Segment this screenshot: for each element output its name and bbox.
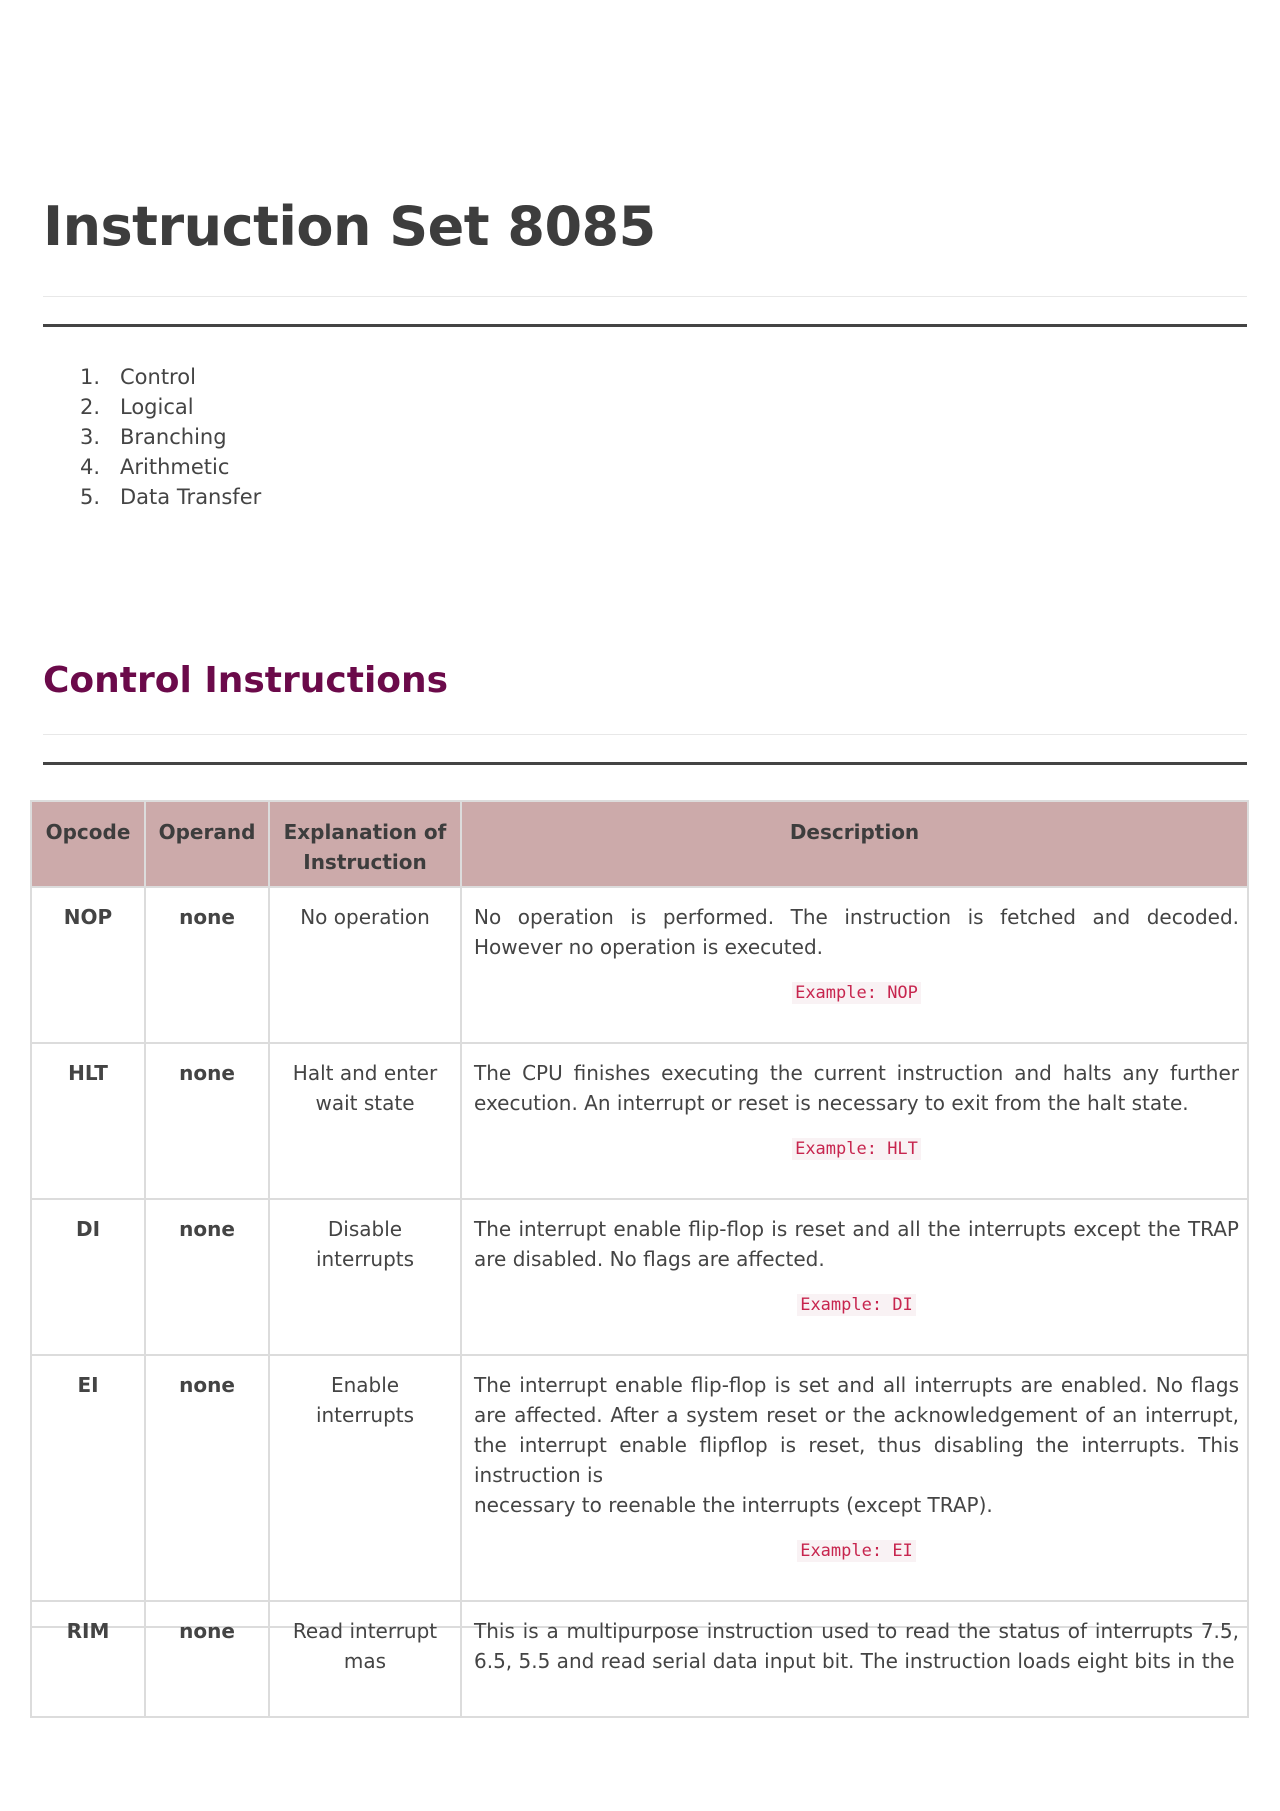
description-text: The CPU finishes executing the current instruction and halts any further execution. An interrupt or reset is necessary to exit from the halt state. <box>474 1061 1239 1115</box>
operand-cell: none <box>145 1043 269 1199</box>
header-operand: Operand <box>145 801 269 887</box>
example-line <box>474 980 1239 1004</box>
toc-item-number: 5. <box>80 485 101 509</box>
operand-cell: none <box>145 887 269 1043</box>
example-line <box>474 1292 1239 1316</box>
instruction-table <box>30 800 1249 1718</box>
example-code: Example: DI <box>797 1294 916 1316</box>
operand-cell: none <box>145 1355 269 1601</box>
toc-item-number: 4. <box>80 455 101 479</box>
table-row <box>31 1043 1248 1199</box>
example-line <box>474 1538 1239 1562</box>
explanation-cell: Read interrupt mas <box>269 1601 461 1717</box>
description-text: The interrupt enable flip-flop is set and all interrupts are enabled. No flags are affected. After a system reset or the acknowledgement of an interrupt, the interrupt enable flipflop is reset, thus disabling the interrupts. This instruction is <box>474 1373 1239 1487</box>
description-text: This is a multipurpose instruction used to read the status of interrupts 7.5, 6.5, 5.5 and read serial data input bit. The instruction loads eight bits in the <box>474 1619 1239 1673</box>
table-row <box>31 1601 1248 1717</box>
description-cell <box>461 1601 1248 1717</box>
opcode-cell: EI <box>31 1355 145 1601</box>
header-opcode: Opcode <box>31 801 145 887</box>
description-text: The interrupt enable flip-flop is reset and all the interrupts except the TRAP are disabled. No flags are affected. <box>474 1217 1239 1271</box>
opcode-cell: DI <box>31 1199 145 1355</box>
toc-item-label: Data Transfer <box>120 485 262 509</box>
table-row <box>31 887 1248 1043</box>
toc-item-label: Branching <box>120 425 227 449</box>
table-row <box>31 1199 1248 1355</box>
toc-item-control[interactable] <box>80 362 261 392</box>
example-code: Example: NOP <box>792 982 921 1004</box>
description-cell <box>461 1043 1248 1199</box>
header-explanation: Explanation of Instruction <box>269 801 461 887</box>
opcode-cell: HLT <box>31 1043 145 1199</box>
section-underline <box>43 734 1247 735</box>
operand-cell: none <box>145 1199 269 1355</box>
table-header-row <box>31 801 1248 887</box>
description-cell <box>461 1355 1248 1601</box>
toc-item-label: Logical <box>120 395 194 419</box>
toc-item-number: 1. <box>80 365 101 389</box>
header-description: Description <box>461 801 1248 887</box>
toc-item-label: Control <box>120 365 196 389</box>
toc-item-branching[interactable] <box>80 422 261 452</box>
page-title: Instruction Set 8085 <box>43 195 656 258</box>
explanation-cell: Enable interrupts <box>269 1355 461 1601</box>
table-row <box>31 1355 1248 1601</box>
explanation-cell: Halt and enter wait state <box>269 1043 461 1199</box>
explanation-cell: No operation <box>269 887 461 1043</box>
opcode-cell: NOP <box>31 887 145 1043</box>
toc-item-number: 3. <box>80 425 101 449</box>
description-cell <box>461 887 1248 1043</box>
title-underline <box>43 296 1247 297</box>
section-title: Control Instructions <box>43 660 449 701</box>
explanation-cell: Disable interrupts <box>269 1199 461 1355</box>
description-text: No operation is performed. The instruction is fetched and decoded. However no operation is executed. <box>474 905 1239 959</box>
toc-item-logical[interactable] <box>80 392 261 422</box>
title-divider <box>43 324 1247 327</box>
instruction-table-container <box>30 800 1247 1673</box>
description-cell <box>461 1199 1248 1355</box>
example-code: Example: EI <box>797 1540 916 1562</box>
operand-cell: none <box>145 1601 269 1717</box>
description-text-continued: necessary to reenable the interrupts (except TRAP). <box>474 1493 993 1517</box>
example-line <box>474 1136 1239 1160</box>
example-code: Example: HLT <box>792 1138 921 1160</box>
toc-item-label: Arithmetic <box>120 455 230 479</box>
section-divider <box>43 762 1247 765</box>
opcode-cell: RIM <box>31 1601 145 1717</box>
table-of-contents <box>80 362 261 512</box>
toc-item-number: 2. <box>80 395 101 419</box>
toc-item-arithmetic[interactable] <box>80 452 261 482</box>
toc-item-data-transfer[interactable] <box>80 482 261 512</box>
